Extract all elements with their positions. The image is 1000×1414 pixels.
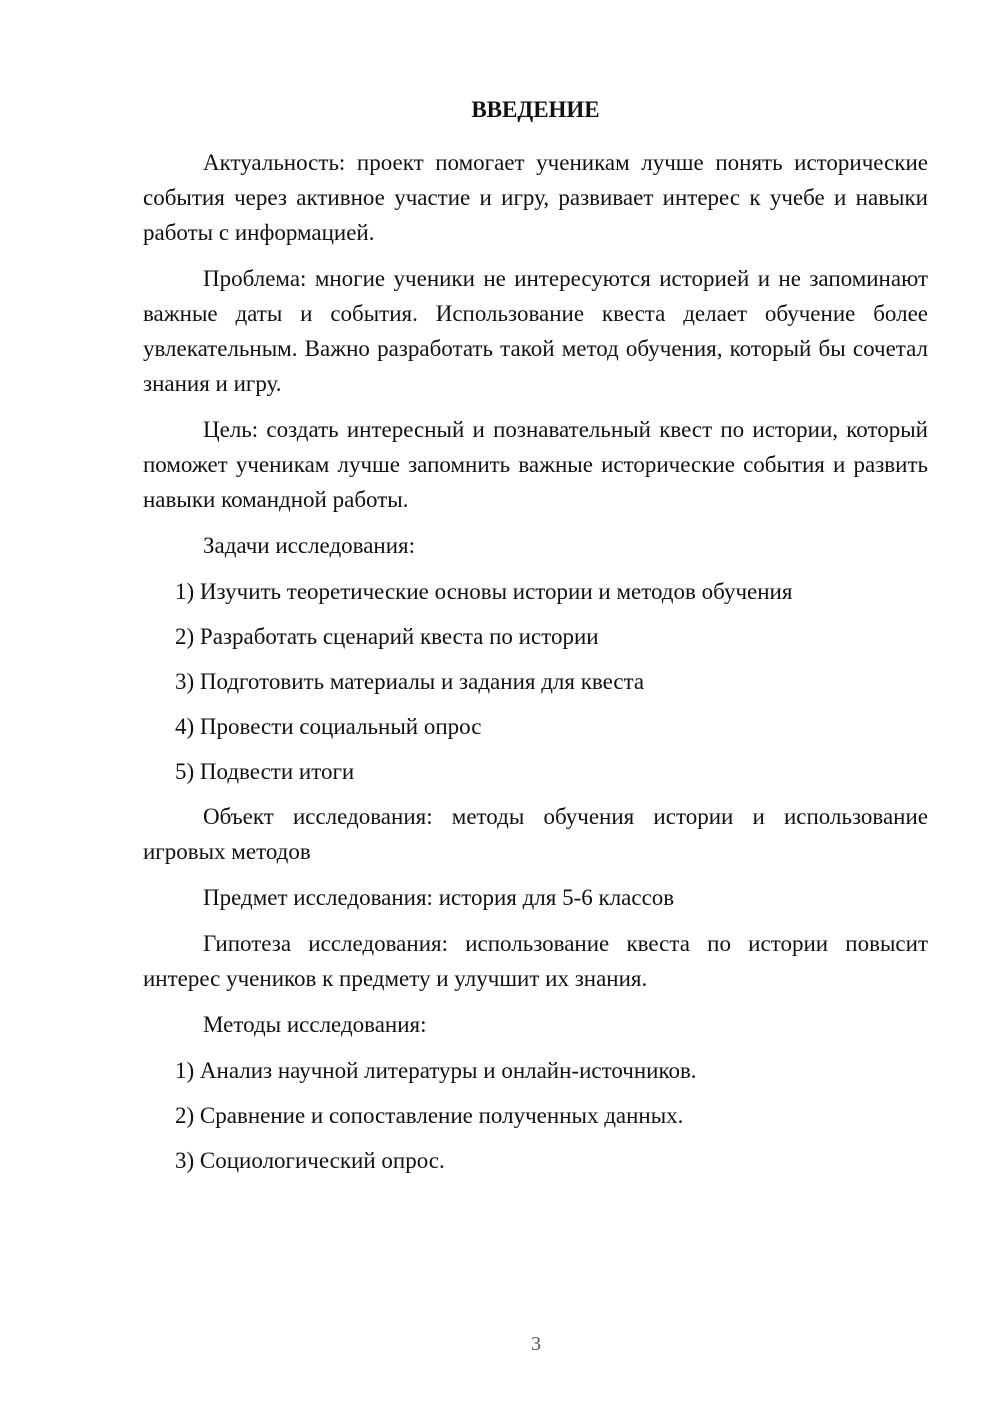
goal-paragraph: Цель: создать интересный и познавательный квест по истории, который поможет ученикам лучше запомнить важные исторические события и развить навыки командной работы. [143,417,928,512]
list-item: 1) Изучить теоретические основы истории и методов обучения [175,579,793,604]
list-item: 5) Подвести итоги [175,759,355,784]
subject-paragraph: Предмет исследования: история для 5-6 классов [203,885,675,910]
tasks-list [143,574,928,789]
page-number: 3 [531,1333,541,1355]
object-paragraph: Объект исследования: методы обучения истории и использование игровых методов [143,804,928,864]
relevance-paragraph: Актуальность: проект помогает ученикам лучше понять исторические события через активное участие и игру, развивает интерес к учебе и навыки работы с информацией. [143,150,928,245]
list-item: 1) Анализ научной литературы и онлайн-источников. [175,1058,697,1083]
document-page [143,95,928,1188]
list-item: 3) Подготовить материалы и задания для квеста [175,669,645,694]
problem-paragraph: Проблема: многие ученики не интересуются историей и не запоминают важные даты и события. Использование квеста делает обучение более увлекательным. Важно разработать такой метод обучения, который бы сочетал знания и игру. [143,266,928,396]
list-item: 2) Разработать сценарий квеста по истории [175,624,599,649]
list-item: 3) Социологический опрос. [175,1148,445,1173]
hypothesis-paragraph: Гипотеза исследования: использование квеста по истории повысит интерес учеников к предмету и улучшит их знания. [143,931,928,991]
section-title: ВВЕДЕНИЕ [471,97,600,122]
methods-list [143,1053,928,1178]
tasks-heading: Задачи исследования: [203,533,416,558]
list-item: 4) Провести социальный опрос [175,714,482,739]
methods-heading: Методы исследования: [203,1012,427,1037]
list-item: 2) Сравнение и сопоставление полученных данных. [175,1103,684,1128]
